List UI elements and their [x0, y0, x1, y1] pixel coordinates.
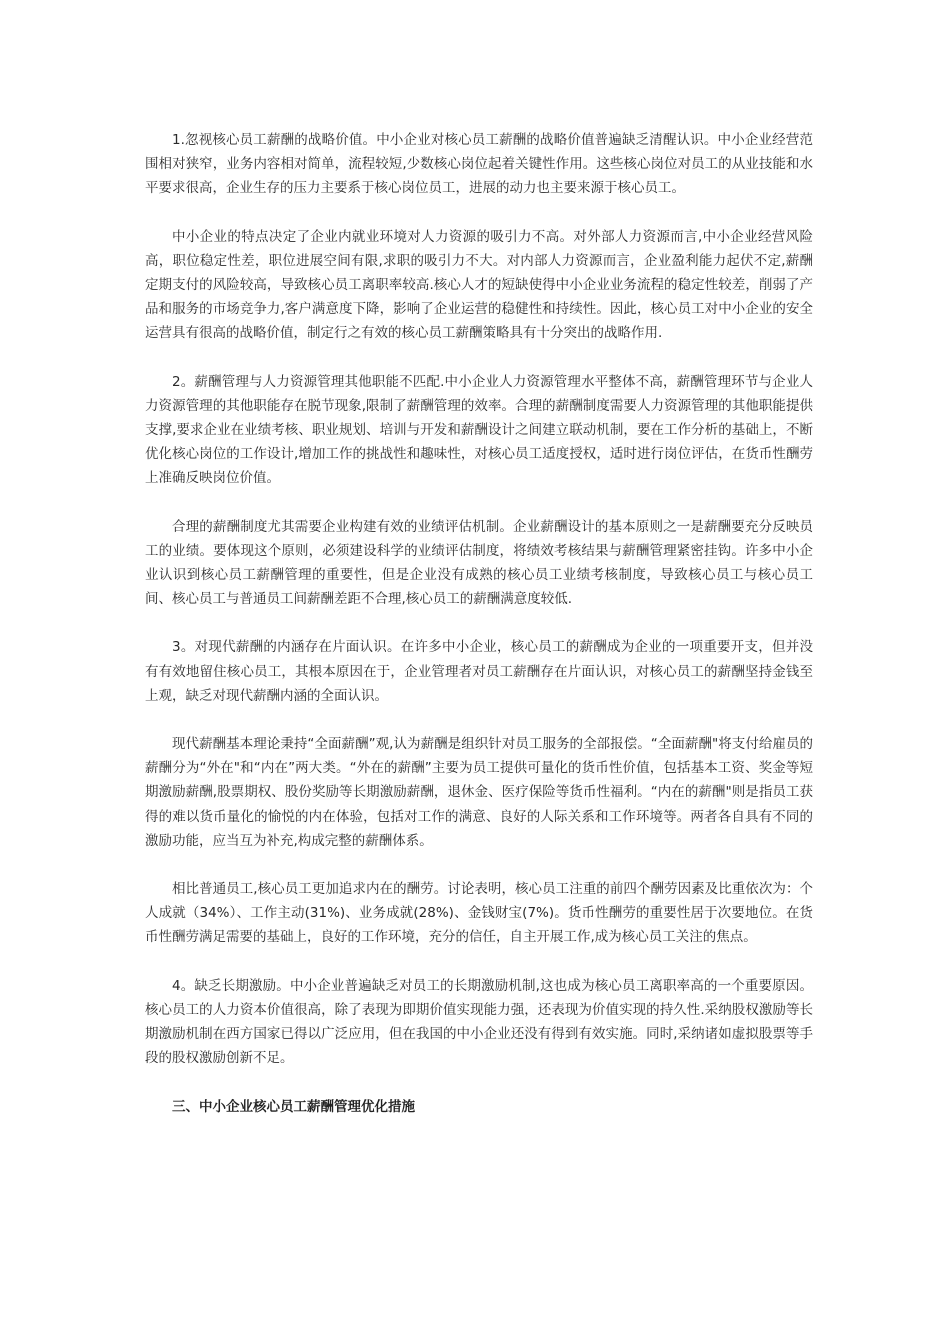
paragraph-total-compensation: 现代薪酬基本理论秉持“全面薪酬”观,认为薪酬是组织针对员工服务的全部报偿。“全面薪酬"将支付给雇员的薪酬分为“外在"和“内在”两大类。“外在的薪酬”主要为员工提供可量化的货币性价值，包括基本工资、奖金等短期激励薪酬,股票期权、股份奖励等长期激励薪酬，退休金、医疗保险等货币性福利。“内在的薪酬"则是指员工获得的难以货币量化的愉悦的内在体验，包括对工作的满意、良好的人际关系和工作环境等。两者各自具有不同的激励功能，应当互为补充,构成完整的薪酬体系。 [145, 736, 813, 849]
paragraph-one-sided-understanding: 3。对现代薪酬的内涵存在片面认识。在许多中小企业，核心员工的薪酬成为企业的一项重要开支，但并没有有效地留住核心员工，其根本原因在于，企业管理者对员工薪酬存在片面认识，对核心员工的薪酬坚持金钱至上观，缺乏对现代薪酬内涵的全面认识。 [145, 639, 813, 704]
document-body [145, 128, 813, 1119]
paragraph-performance-evaluation: 合理的薪酬制度尤其需要企业构建有效的业绩评估机制。企业薪酬设计的基本原则之一是薪酬要充分反映员工的业绩。要体现这个原则，必须建设科学的业绩评估制度，将绩效考核结果与薪酬管理紧密挂钩。许多中小企业认识到核心员工薪酬管理的重要性，但是企业没有成熟的核心员工业绩考核制度，导致核心员工与核心员工间、核心员工与普通员工间薪酬差距不合理,核心员工的薪酬满意度较低. [145, 518, 813, 608]
paragraph-ignoring-strategic-value: 1.忽视核心员工薪酬的战略价值。中小企业对核心员工薪酬的战略价值普遍缺乏清醒认识。中小企业经营范围相对狭窄，业务内容相对简单，流程较短,少数核心岗位起着关键性作用。这些核心岗位对员工的从业技能和水平要求很高，企业生存的压力主要系于核心岗位员工，进展的动力也主要来源于核心员工。 [145, 132, 813, 197]
paragraph-hr-function-mismatch: 2。薪酬管理与人力资源管理其他职能不匹配.中小企业人力资源管理水平整体不高，薪酬管理环节与企业人力资源管理的其他职能存在脱节现象,限制了薪酬管理的效率。合理的薪酬制度需要人力资源管理的其他职能提供支撑,要求企业在业绩考核、职业规划、培训与开发和薪酬设计之间建立联动机制，要在工作分析的基础上，不断优化核心岗位的工作设计,增加工作的挑战性和趣味性，对核心员工适度授权，适时进行岗位评估，在货币性酬劳上准确反映岗位价值。 [145, 373, 813, 487]
paragraph-intrinsic-rewards: 相比普通员工,核心员工更加追求内在的酬劳。讨论表明，核心员工注重的前四个酬劳因素及比重依次为：个人成就（34%）、工作主动(31%)、业务成就(28%)、金钱财宝(7%)。货币性酬劳的重要性居于次要地位。在货币性酬劳满足需要的基础上，良好的工作环境，充分的信任，自主开展工作,成为核心员工关注的焦点。 [145, 881, 813, 946]
paragraph-sme-characteristics: 中小企业的特点决定了企业内就业环境对人力资源的吸引力不高。对外部人力资源而言,中小企业经营风险高，职位稳定性差，职位进展空间有限,求职的吸引力不大。对内部人力资源而言，企业盈利能力起伏不定,薪酬定期支付的风险较高，导致核心员工离职率较高.核心人才的短缺使得中小企业业务流程的稳定性较差，削弱了产品和服务的市场竞争力,客户满意度下降，影响了企业运营的稳健性和持续性。因此，核心员工对中小企业的安全运营具有很高的战略价值，制定行之有效的核心员工薪酬策略具有十分突出的战略作用. [145, 228, 813, 342]
section-heading: 三、中小企业核心员工薪酬管理优化措施 [172, 1098, 415, 1115]
paragraph-long-term-incentives: 4。缺乏长期激励。中小企业普遍缺乏对员工的长期激励机制,这也成为核心员工离职率高的一个重要原因。核心员工的人力资本价值很高，除了表现为即期价值实现能力强，还表现为价值实现的持久性.采纳股权激励等长期激励机制在西方国家已得以广泛应用，但在我国的中小企业还没有得到有效实施。同时,采纳诸如虚拟股票等手段的股权激励创新不足。 [145, 977, 813, 1067]
